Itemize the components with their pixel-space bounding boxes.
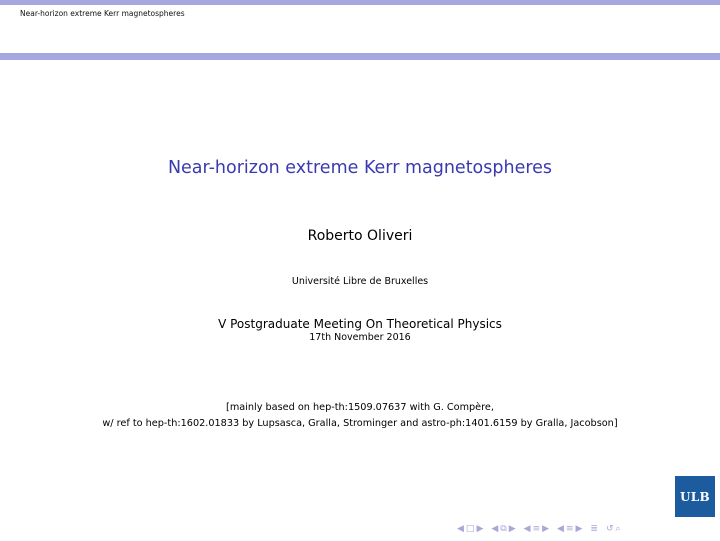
top-stripe <box>0 0 720 5</box>
nav-prev-frame-icon[interactable]: ◀ <box>491 523 499 534</box>
nav-section-icon[interactable]: ≡ <box>565 523 574 534</box>
nav-next-subsection-icon[interactable]: ▶ <box>542 523 550 534</box>
nav-subsection-icon[interactable]: ≡ <box>532 523 541 534</box>
nav-prev-subsection-icon[interactable]: ◀ <box>523 523 531 534</box>
author-name: Roberto Oliveri <box>307 228 413 244</box>
nav-undo-icon[interactable]: ↺ <box>605 523 614 534</box>
beamer-navigation-bar <box>457 521 626 537</box>
nav-prev-section-icon[interactable]: ◀ <box>557 523 564 534</box>
header-rule <box>0 53 720 60</box>
nav-slide-icon[interactable]: □ <box>465 523 475 534</box>
ulb-logo: ULB <box>675 476 715 517</box>
reference-line-1: [mainly based on hep-th:1509.07637 with G. Compère, <box>226 402 494 413</box>
nav-next-section-icon[interactable]: ▶ <box>575 523 583 534</box>
nav-next-frame-icon[interactable]: ▶ <box>508 523 516 534</box>
header-short-title: Near-horizon extreme Kerr magnetospheres <box>20 9 185 18</box>
nav-frame-icon[interactable]: ⧉ <box>500 523 507 534</box>
nav-search-icon[interactable]: ⌕ <box>615 523 621 534</box>
nav-toc-icon[interactable]: ≣ <box>590 523 598 534</box>
reference-line-2: w/ ref to hep-th:1602.01833 by Lupsasca, Gralla, Strominger and astro-ph:1401.6159 by Gralla, Jacobson] <box>102 418 618 429</box>
nav-next-slide-icon[interactable]: ▶ <box>476 523 484 534</box>
event-name: V Postgraduate Meeting On Theoretical Physics <box>218 317 502 331</box>
nav-prev-slide-icon[interactable]: ◀ <box>457 523 464 534</box>
slide-title: Near-horizon extreme Kerr magnetospheres <box>167 158 553 178</box>
institute-name: Université Libre de Bruxelles <box>291 276 429 287</box>
event-date: 17th November 2016 <box>309 332 411 343</box>
